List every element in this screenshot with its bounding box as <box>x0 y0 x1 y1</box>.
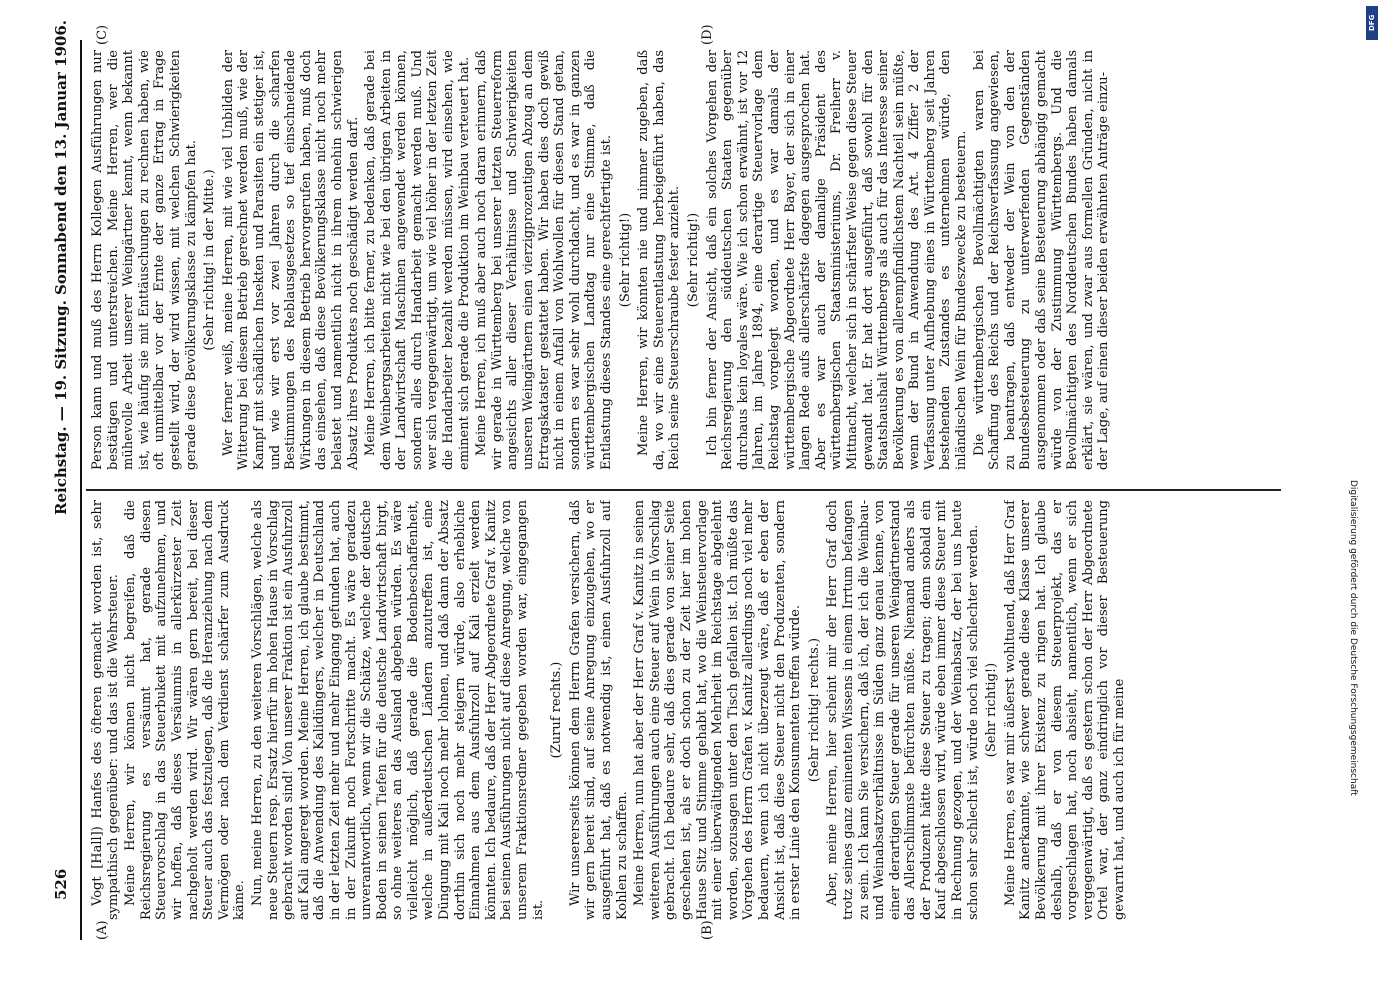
paragraph: Meine Herren, nun hat aber der Herr Graf v. Kanitz in seinen weiteren Ausführungen auch eine Steuer auf Wein in Vorschlag gebracht. Ich bedaure sehr, daß dies gerade von seiner Seite geschehen ist, als er doch schon zu der Zeit hier im hohen Hause Sitz und Stimme gehabt hat, wo die Weinsteuervorlage mit einer überwältigenden Mehrheit im Reichstage abgelehnt worden, sozusagen unter den Tisch gefallen ist. Ich müßte das Vorgehen des Herrn Grafen v. Kanitz allerdings noch viel mehr bedauern, wenn ich nicht überzeugt wäre, daß er eben der Ansicht ist, daß diese Steuer nicht den Produzenten, sondern in erster Linie den Konsumenten treffen würde. <box>632 500 804 920</box>
interjection: (Sehr richtig! rechts.) <box>806 637 822 783</box>
paragraph: Ich bin ferner der Ansicht, daß ein solches Vorgehen der Reichsregierung den süddeutschen Staaten gegenüber durchaus kein loyales wäre. Wie ich schon erwähnt, ist vor 12 Jahren, im Jahre 1894, eine derartige Steuervorlage dem Reichstag vorgelegt worden, und es war damals der württembergische Abgeordnete Herr Bayer, der sich in einer langen Rede aufs allerschärfste dagegen ausgesprochen hat. Aber es war auch der damalige Präsident des württembergischen Staatsministeriums, Dr. Freiherr v. Mittnacht, welcher sich in schärfster Weise gegen diese Steuer gewandt hat. Er hat dort ausgeführt, daß sowohl für den Staatshaushalt Württembergs als auch für das Interesse seiner Bevölkerung es von allerempfindlichstem Nachteil sein müßte, wenn der Bund in Anwendung des Art. 4 Ziffer 2 der Verfassung unter Aufhebung eines in Württemberg seit Jahren bestehenden Zustandes es unternehmen würde, den inländischen Wein für Bundeszwecke zu besteuern. <box>704 50 970 470</box>
paragraph: Meine Herren, ich muß aber auch noch daran erinnern, daß wir gerade in Württemberg bei unserer letzten Steuerreform angesichts aller dieser Verhältnisse und Schwierigkeiten unseren Weingärtnern einen vierzigprozentigen Abzug an dem Ertragskataster gestattet haben. Wir haben dies doch gewiß nicht in einem Anfall von Wohlwollen für diesen Stand getan, sondern es war sehr wohl durchdacht, und es war in ganzen württembergischen Landtag nur eine Stimme, daß die Entlastung dieses Standes eine gerechtfertigte ist. <box>474 50 614 470</box>
paragraph: Wer ferner weiß, meine Herren, mit wie viel Unbilden der Witterung bei diesem Betrieb gerechnet werden muß, wie der Kampf mit schädlichen Insekten und Parasiten ein stetiger ist, und wie wir erst vor zwei Jahren durch die scharfen Bestimmungen des Reblausgesetzes so tief einschneidende Wirkungen in diesem Betrieb hervorgerufen haben, muß doch das einsehen, daß diese Bevölkerungsklasse nicht noch mehr belastet und namentlich nicht in ihrem ohnehin schwierigen Absatz ihres Produktes noch geschädigt werden darf. <box>220 50 361 470</box>
interjection: (Zuruf rechts.) <box>549 661 565 759</box>
paragraph: Person kann und muß des Herrn Kollegen Ausführungen nur bestätigen und unterstreichen. Meine Herren, wer die mühevolle Arbeit unserer Weingärtner kennt, wenn bekannt ist, wie häufig sie mit Enttäuschungen zu rechnen haben, wie oft unmittelbar vor der Ernte der ganze Ertrag in Frage gestellt wird, der wird wissen, mit welchen Schwierigkeiten gerade diese Bevölkerungsklasse zu kämpfen hat. <box>90 50 199 470</box>
interjection: (Sehr richtig!) <box>685 212 701 308</box>
paragraph: Meine Herren, es war mir äußerst wohltuend, daß Herr Graf Kanitz anerkannte, wie schwer gerade diese Klasse unserer Bevölkerung mit ihrer Existenz zu ringen hat. Ich glaube deshalb, daß er von diesem Steuerprojekt, das er vorgeschlagen hat, noch absieht, namentlich, wenn er sich vergegenwärtigt, daß es gestern schon der Herr Abgeordnete Ortel war, der ganz eindringlich vor dieser Besteuerung gewarnt hat, und auch ich für meine <box>1002 500 1127 920</box>
interjection: (Sehr richtig! in der Mitte.) <box>202 169 218 351</box>
interjection: (Sehr richtig!) <box>984 662 1000 758</box>
margin-marker-c: (C) <box>95 24 110 45</box>
right-text-column <box>90 50 1280 470</box>
paragraph: Wir unsererseits können dem Herrn Grafen versichern, daß wir gern bereit sind, auf seine Anregung einzugehen, wo er ausgeführt hat, daß es notwendig ist, einen Ausfuhrzoll auf Kohlen zu schaffen. <box>567 500 630 920</box>
paragraph: Vogt [Hall]) Hanfes des öfteren gemacht worden ist, sehr sympathisch gegenüber: und das ist die Wehrsteuer. <box>90 500 121 920</box>
dfg-logo-text: DFG <box>1368 14 1376 32</box>
paragraph: Nun, meine Herren, zu den weiteren Vorschlägen, welche als neue Steuern resp. Ersatz hierfür im hohen Hause in Vorschlag gebracht worden sind! Von unserer Fraktion ist ein Ausfuhrzoll auf Kali angeregt worden. Meine Herren, ich glaube bestimmt, daß die Anwendung des Kalidüngers, welcher in Deutschland in der letzten Zeit mehr und mehr Eingang gefunden hat, auch in der Zukunft noch Fortschritte macht. Es wäre geradezu unverantwortlich, wenn wir die Schätze, welche der deutsche Boden in seinen Tiefen für die deutsche Landwirtschaft birgt, so ohne weiteres an das Ausland abgeben würden. Es wäre vielleicht möglich, daß gerade die Bodenbeschaffenheit, welche in außerdeutschen Ländern anzutreffen ist, eine Düngung mit Kali noch mehr lohnen, und daß dann der Absatz dorthin sich noch mehr steigern würde, also erhebliche Einnahmen aus dem Ausfuhrzoll auf Kali erzielt werden könnten. Ich bedaure, daß der Herr Abgeordnete Graf v. Kanitz bei seinen Ausführungen nicht auf diese Anregung, welche von unserem Fraktionsredner gegeben worden war, eingegangen ist. <box>249 500 546 920</box>
digitization-note: Digitalisierung gefördert durch die Deutsche Forschungsgemeinschaft <box>1348 480 1358 796</box>
dfg-logo <box>1366 6 1378 40</box>
left-text-column <box>90 500 1280 920</box>
paragraph: Die württembergischen Bevollmächtigten waren bei Schaffung des Reichs und der Reichsverfassung angewiesen, zu beantragen, daß entweder der Wein von den der Bundesbesteuerung zu unterwerfenden Gegenständen ausgenommen oder daß seine Besteuerung abhängig gemacht würde von der Zustimmung Württembergs. Und die Bevollmächtigten des Norddeutschen Bundes haben damals erklärt, sie wären, und zwar aus formellen Gründen, nicht in der Lage, auf einen dieser beiden erwähnten Anträge einzu- <box>971 50 1112 470</box>
paragraph: Meine Herren, wir können nicht begreifen, daß die Reichsregierung es versäumt hat, gerade diesen Steuervorschlag in das Steuerbukett mit aufzunehmen, und wir hoffen, daß dieses Versäumnis in allerkürzester Zeit nachgeholt werden wird. Wir wären gern bereit, bei dieser Steuer auch das festzulegen, daß die Heranziehung nach dem Vermögen oder nach dem Verdienst schärfer zum Ausdruck käme. <box>123 500 248 920</box>
page-number: 526 <box>52 868 70 900</box>
margin-marker-d: (D) <box>700 24 715 45</box>
interjection: (Sehr richtig!) <box>617 212 633 308</box>
page-title: Reichstag. — 19. Sitzung. Sonnabend den 13. Januar 1906. <box>52 20 70 515</box>
page-header <box>52 20 76 900</box>
column-divider <box>86 490 1281 492</box>
paragraph: Meine Herren, wir könnten nie und nimmer zugeben, daß da, wo wir eine Steuerentlastung herbeigeführt haben, das Reich seine Steuerschraube fester anzieht. <box>636 50 683 470</box>
margin-marker-a: (A) <box>95 920 110 940</box>
header-rule <box>80 40 82 940</box>
margin-marker-b: (B) <box>700 920 715 940</box>
paragraph: Meine Herren, ich bitte ferner, zu bedenken, daß gerade bei dem Weinbergsarbeiten nicht wie bei den übrigen Arbeiten in der Landwirtschaft Maschinen angewendet werden können, sondern alles durch Handarbeit gemacht werden muß. Und wer sich vergegenwärtigt, um wie viel höher in der letzten Zeit die Handarbeiter bezahlt werden müssen, wird einsehen, wie eminent sich gerade die Produktion im Weinbau verteuert hat. <box>363 50 472 470</box>
paragraph: Aber, meine Herren, hier scheint mir der Herr Graf doch trotz seines ganz eminenten Wissens in einem Irrtum befangen zu sein. Ich kann Sie versichern, daß ich, der ich die Weinbau- und Weinabsatzverhältnisse im Süden ganz genau kenne, von einer derartigen Steuer gerade für unseren Weingärtnerstand das Allerschlimmste befürchten müßte. Niemand anders als der Produzent hätte diese Steuer zu tragen; denn sobald ein Kauf abgeschlossen wird, würde eben immer diese Steuer mit in Rechnung gezogen, und der Weinabsatz, der bei uns heute schon sehr schlecht ist, würde noch viel schlechter werden. <box>825 500 981 920</box>
